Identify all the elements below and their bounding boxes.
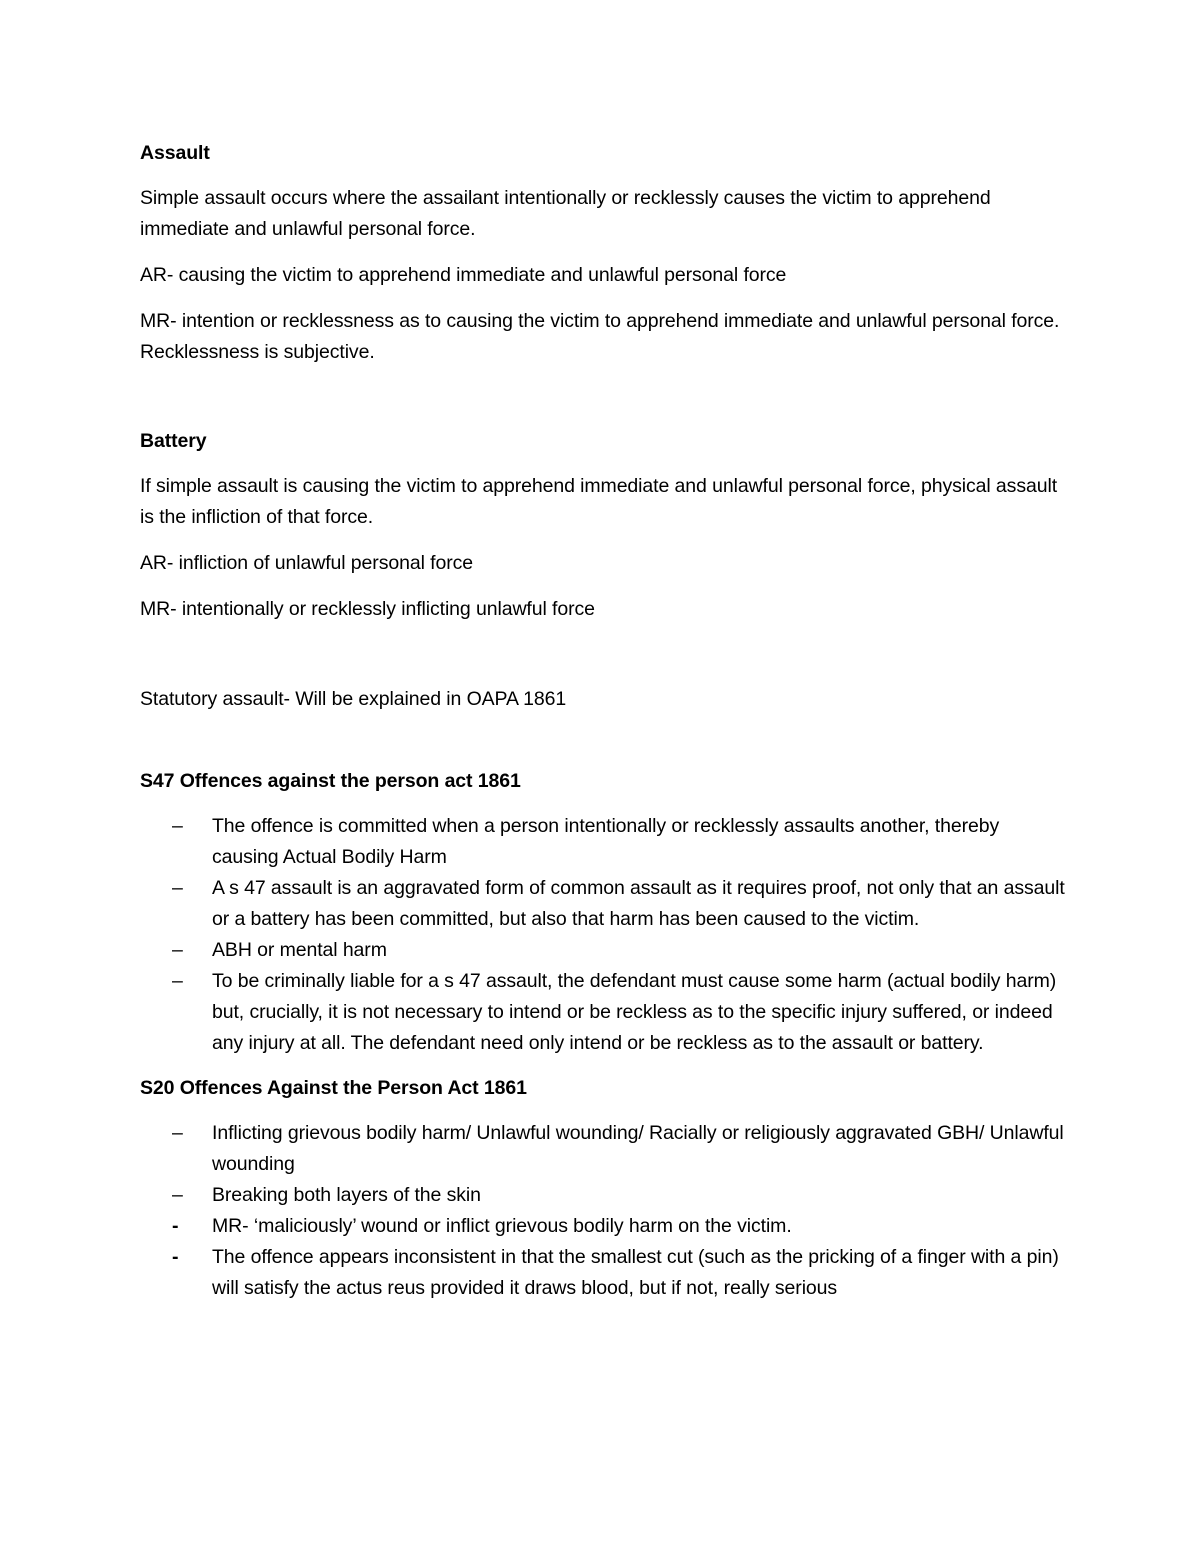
assault-definition: Simple assault occurs where the assailant intentionally or recklessly causes the victim to apprehend immediate and unlawful personal force.: [140, 187, 991, 240]
list-item-text: The offence is committed when a person intentionally or recklessly assaults another, thereby causing Actual Bodily Harm: [212, 815, 1000, 868]
dash-bullet: –: [172, 970, 183, 992]
dash-bullet: -: [172, 1246, 179, 1268]
s20-list: [140, 1118, 1070, 1304]
list-item: [140, 966, 1070, 1059]
battery-actus-reus: AR- infliction of unlawful personal force: [140, 552, 473, 574]
s47-list: [140, 811, 1070, 1059]
list-item: [140, 873, 1070, 935]
statutory-assault-note: Statutory assault- Will be explained in OAPA 1861: [140, 688, 567, 710]
list-item: [140, 1211, 1070, 1242]
assault-actus-reus: AR- causing the victim to apprehend immediate and unlawful personal force: [140, 264, 787, 286]
list-item: [140, 1180, 1070, 1211]
list-item: [140, 1118, 1070, 1180]
dash-bullet: –: [172, 939, 183, 961]
document-body: [140, 138, 1070, 1318]
list-item: [140, 1242, 1070, 1304]
dash-bullet: –: [172, 815, 183, 837]
s20-heading: S20 Offences Against the Person Act 1861: [140, 1077, 527, 1099]
list-item-text: Inflicting grievous bodily harm/ Unlawful wounding/ Racially or religiously aggravated GBH/ Unlawful wounding: [212, 1122, 1064, 1175]
dash-bullet: –: [172, 1184, 183, 1206]
spacer: [140, 383, 1070, 426]
list-item-text: The offence appears inconsistent in that the smallest cut (such as the pricking of a finger with a pin) will satisfy the actus reus provided it draws blood, but if not, really serious: [212, 1246, 1059, 1299]
list-item-text: To be criminally liable for a s 47 assault, the defendant must cause some harm (actual bodily harm) but, crucially, it is not necessary to intend or be reckless as to the specific injury suffered, or indeed any injury at all. The defendant need only intend or be reckless as to the assault or battery.: [212, 970, 1057, 1054]
battery-mens-rea: MR- intentionally or recklessly inflicting unlawful force: [140, 598, 595, 620]
list-item: [140, 935, 1070, 966]
battery-heading: Battery: [140, 430, 207, 452]
spacer: [140, 640, 1070, 684]
list-item-text: A s 47 assault is an aggravated form of common assault as it requires proof, not only that an assault or a battery has been committed, but also that harm has been caused to the victim.: [212, 877, 1065, 930]
list-item-text: Breaking both layers of the skin: [212, 1184, 481, 1206]
s47-heading: S47 Offences against the person act 1861: [140, 770, 521, 792]
assault-heading: Assault: [140, 142, 210, 164]
spacer: [140, 730, 1070, 766]
list-item-text: ABH or mental harm: [212, 939, 387, 961]
dash-bullet: -: [172, 1215, 179, 1237]
battery-definition: If simple assault is causing the victim to apprehend immediate and unlawful personal force, physical assault is the infliction of that force.: [140, 475, 1058, 528]
dash-bullet: –: [172, 877, 183, 899]
assault-mens-rea: MR- intention or recklessness as to causing the victim to apprehend immediate and unlawful personal force. Recklessness is subjective.: [140, 310, 1060, 363]
dash-bullet: –: [172, 1122, 183, 1144]
list-item: [140, 811, 1070, 873]
list-item-text: MR- ‘maliciously’ wound or inflict grievous bodily harm on the victim.: [212, 1215, 792, 1237]
